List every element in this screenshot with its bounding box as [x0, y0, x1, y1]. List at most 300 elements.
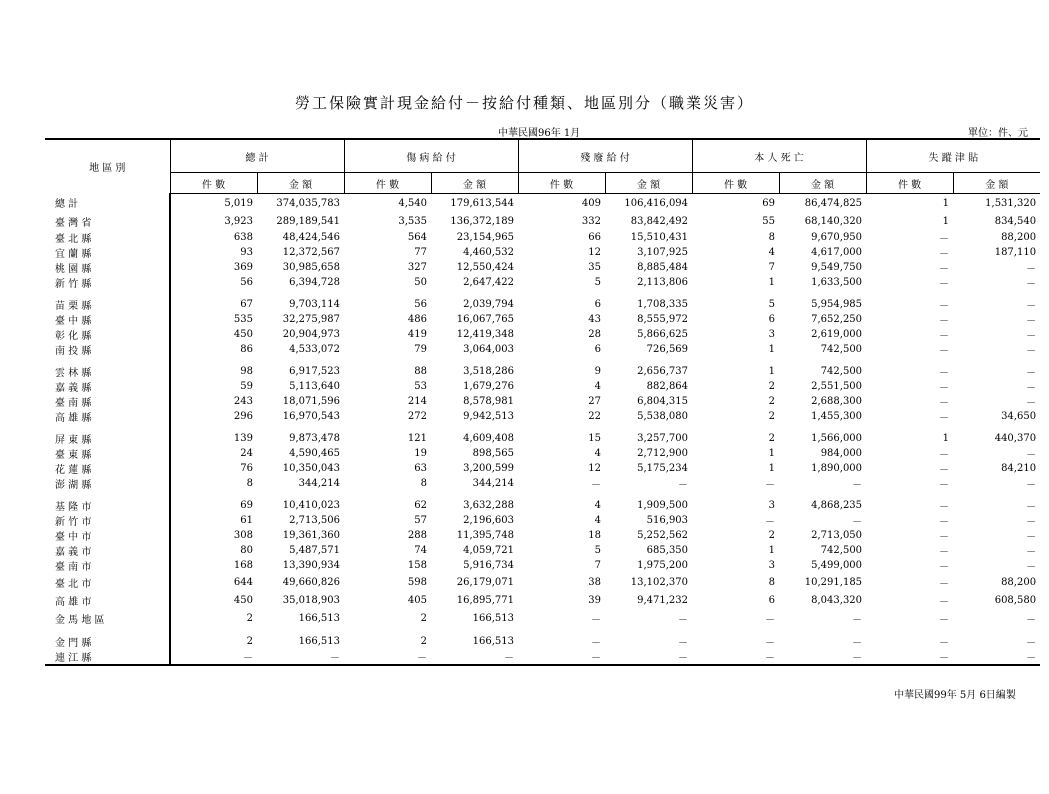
amount-cell: 48,424,546: [282, 232, 340, 243]
count-cell: 644: [233, 576, 253, 588]
amount-cell: 5,487,571: [289, 545, 340, 556]
count-cell: －: [939, 279, 950, 290]
amount-cell: 898,565: [472, 448, 515, 459]
amount-cell: －: [605, 649, 692, 665]
amount-cell: 11,395,748: [456, 530, 515, 541]
region-name: 高 雄 市: [45, 591, 170, 609]
count-cell: －: [939, 316, 950, 327]
count-cell: －: [939, 638, 950, 649]
table-row: [45, 528, 1040, 543]
count-cell: 6: [594, 344, 602, 355]
count-cell: 2: [768, 530, 776, 541]
count-cell: 419: [407, 329, 427, 340]
amount-cell: －: [1026, 450, 1037, 461]
amount-cell: －: [852, 480, 863, 491]
amount-cell: 5,538,080: [637, 411, 689, 422]
amount-cell: 5,954,985: [811, 299, 863, 310]
sub-header-count: 件 數: [866, 173, 953, 194]
amount-cell: 2,713,506: [289, 515, 340, 526]
count-cell: 77: [414, 247, 427, 258]
count-cell: 332: [581, 215, 602, 227]
region-name: 澎 湖 縣: [45, 476, 170, 491]
count-cell: －: [170, 649, 257, 665]
table-row: [45, 290, 1040, 312]
count-cell: 2: [768, 433, 776, 444]
sub-header-count: 件 數: [170, 173, 257, 194]
count-cell: 139: [233, 433, 253, 444]
amount-cell: 3,064,003: [463, 344, 515, 355]
count-cell: 2: [246, 612, 253, 624]
table-row: [45, 543, 1040, 558]
count-cell: 1: [768, 463, 776, 474]
count-cell: 598: [407, 576, 427, 588]
count-cell: 3: [768, 560, 776, 571]
count-cell: 76: [240, 463, 253, 474]
table-row: [45, 394, 1040, 409]
amount-cell: 20,904,973: [282, 329, 340, 340]
amount-cell: 10,410,023: [282, 500, 340, 511]
amount-cell: －: [1026, 316, 1037, 327]
amount-cell: 2,196,603: [463, 515, 515, 526]
count-cell: 1: [942, 197, 950, 209]
count-cell: －: [939, 450, 950, 461]
count-cell: 535: [233, 314, 253, 325]
sub-header-amount: 金 額: [779, 173, 866, 194]
amount-cell: 16,895,771: [456, 594, 515, 606]
count-cell: －: [939, 346, 950, 357]
count-cell: －: [692, 649, 779, 665]
unit-label: 單位：件、元: [968, 128, 1028, 139]
amount-cell: 12,419,348: [456, 329, 515, 340]
count-cell: 409: [581, 197, 602, 209]
amount-cell: 2,712,900: [637, 448, 689, 459]
count-cell: 168: [233, 560, 253, 571]
amount-cell: 516,903: [646, 515, 689, 526]
amount-cell: 289,189,541: [276, 215, 340, 227]
count-cell: －: [939, 532, 950, 543]
table-row: [45, 342, 1040, 357]
count-cell: －: [939, 234, 950, 245]
amount-cell: 3,632,288: [463, 500, 515, 511]
count-cell: 74: [414, 545, 427, 556]
table-row: [45, 260, 1040, 275]
count-cell: －: [939, 368, 950, 379]
count-cell: 69: [762, 197, 776, 209]
count-cell: 8: [420, 478, 427, 489]
count-cell: －: [939, 264, 950, 275]
amount-cell: －: [1026, 368, 1037, 379]
amount-cell: 8,578,981: [463, 396, 515, 407]
count-cell: 4: [594, 448, 602, 459]
amount-cell: －: [1026, 346, 1037, 357]
amount-cell: 2,551,500: [811, 381, 863, 392]
count-cell: 1: [768, 277, 776, 288]
region-name: 新 竹 市: [45, 513, 170, 528]
amount-cell: 16,067,765: [456, 314, 515, 325]
count-cell: 1: [768, 366, 776, 377]
amount-cell: 30,985,658: [282, 262, 340, 273]
count-cell: 79: [414, 344, 427, 355]
table-row: [45, 591, 1040, 609]
count-cell: 327: [407, 262, 427, 273]
table-row: [45, 327, 1040, 342]
count-cell: 3,535: [398, 215, 427, 227]
count-cell: 4,540: [398, 197, 427, 209]
table-row: [45, 609, 1040, 627]
region-name: 屏 東 縣: [45, 424, 170, 446]
amount-cell: 5,252,562: [637, 530, 689, 541]
amount-cell: 10,350,043: [282, 463, 340, 474]
table-row: [45, 461, 1040, 476]
count-cell: 2: [420, 612, 427, 624]
amount-cell: －: [1026, 532, 1037, 543]
count-cell: 243: [233, 396, 253, 407]
group-header-death: 本 人 死 亡: [692, 139, 866, 173]
amount-cell: 3,518,286: [463, 366, 515, 377]
count-cell: 43: [588, 314, 602, 325]
count-cell: 638: [233, 232, 253, 243]
region-name: 臺 南 縣: [45, 394, 170, 409]
sub-header-amount: 金 額: [605, 173, 692, 194]
count-cell: －: [939, 413, 950, 424]
amount-cell: －: [852, 517, 863, 528]
count-cell: －: [939, 465, 950, 476]
count-cell: －: [939, 249, 950, 260]
table-row: [45, 230, 1040, 245]
count-cell: 158: [407, 560, 427, 571]
amount-cell: 1,566,000: [811, 433, 863, 444]
amount-cell: －: [1026, 614, 1037, 626]
amount-cell: －: [1026, 279, 1037, 290]
amount-cell: 68,140,320: [804, 215, 863, 227]
amount-cell: －: [1026, 301, 1037, 312]
count-cell: －: [939, 562, 950, 573]
count-cell: 24: [240, 448, 253, 459]
amount-cell: 3,107,925: [637, 247, 689, 258]
report-title: 勞工保險實計現金給付－按給付種類、地區別分（職業災害）: [294, 94, 754, 112]
amount-cell: 7,652,250: [811, 314, 863, 325]
amount-cell: 2,688,300: [811, 396, 863, 407]
count-cell: 59: [240, 381, 253, 392]
count-cell: 5,019: [224, 197, 253, 209]
amount-cell: 5,866,625: [637, 329, 689, 340]
count-cell: －: [939, 398, 950, 409]
count-cell: 98: [240, 366, 253, 377]
count-cell: 80: [240, 545, 253, 556]
amount-cell: 2,619,000: [811, 329, 863, 340]
amount-cell: －: [678, 480, 689, 491]
region-name: 基 隆 市: [45, 491, 170, 513]
count-cell: 4: [594, 500, 602, 511]
amount-cell: －: [1026, 562, 1037, 573]
amount-cell: －: [1026, 517, 1037, 528]
count-cell: －: [939, 547, 950, 558]
table-row: [45, 573, 1040, 591]
amount-cell: 984,000: [820, 448, 863, 459]
count-cell: 6: [768, 594, 776, 606]
amount-cell: －: [953, 649, 1040, 665]
region-name: 臺 北 市: [45, 573, 170, 591]
count-cell: 22: [588, 411, 602, 422]
amount-cell: －: [852, 614, 863, 626]
count-cell: 1: [768, 545, 776, 556]
count-cell: 62: [414, 500, 427, 511]
count-cell: 2: [768, 411, 776, 422]
amount-cell: 1,633,500: [811, 277, 863, 288]
count-cell: 53: [414, 381, 427, 392]
sub-header-amount: 金 額: [257, 173, 344, 194]
count-cell: －: [591, 614, 602, 626]
amount-cell: 19,361,360: [282, 530, 340, 541]
amount-cell: 608,580: [994, 594, 1037, 606]
count-cell: 15: [588, 433, 602, 444]
count-cell: 61: [240, 515, 253, 526]
amount-cell: －: [1026, 264, 1037, 275]
amount-cell: 8,885,484: [637, 262, 689, 273]
region-name: 花 蓮 縣: [45, 461, 170, 476]
count-cell: 4: [594, 515, 602, 526]
count-cell: 3,923: [224, 215, 253, 227]
amount-cell: －: [1026, 331, 1037, 342]
table-row: [45, 627, 1040, 649]
amount-cell: 374,035,783: [276, 197, 340, 209]
amount-cell: 136,372,189: [450, 215, 515, 227]
amount-cell: 5,113,640: [289, 381, 340, 392]
amount-cell: －: [1026, 638, 1037, 649]
sub-header-count: 件 數: [518, 173, 605, 194]
region-name: 臺 東 縣: [45, 446, 170, 461]
count-cell: 450: [233, 594, 253, 606]
table-row: [45, 275, 1040, 290]
count-cell: 450: [233, 329, 253, 340]
count-cell: 8: [768, 576, 776, 588]
count-cell: 9: [594, 366, 602, 377]
report-period: 中華民國96年 1月: [498, 128, 581, 139]
amount-cell: 1,909,500: [637, 500, 689, 511]
count-cell: 63: [414, 463, 427, 474]
sub-header-count: 件 數: [344, 173, 431, 194]
region-name: 臺 中 縣: [45, 312, 170, 327]
amount-cell: －: [678, 638, 689, 649]
region-name: 彰 化 縣: [45, 327, 170, 342]
amount-cell: 882,864: [646, 381, 689, 392]
count-cell: 66: [588, 232, 602, 243]
amount-cell: 32,275,987: [282, 314, 340, 325]
count-cell: 35: [588, 262, 602, 273]
table-row: [45, 379, 1040, 394]
amount-cell: 166,513: [298, 636, 340, 647]
count-cell: 1: [768, 344, 776, 355]
count-cell: －: [765, 517, 776, 528]
amount-cell: 26,179,071: [456, 576, 515, 588]
table-row: [45, 476, 1040, 491]
amount-cell: 3,257,700: [637, 433, 689, 444]
count-cell: －: [591, 480, 602, 491]
region-name: 雲 林 縣: [45, 357, 170, 379]
amount-cell: 166,513: [298, 612, 340, 624]
count-cell: －: [344, 649, 431, 665]
count-cell: 2: [768, 396, 776, 407]
amount-cell: －: [257, 649, 344, 665]
region-name: 金 馬 地 區: [45, 609, 170, 627]
amount-cell: 1,890,000: [811, 463, 863, 474]
region-name: 臺 中 市: [45, 528, 170, 543]
region-name: 新 竹 縣: [45, 275, 170, 290]
table-row: [45, 649, 1040, 665]
region-header: 地 區 別: [45, 139, 170, 194]
count-cell: 1: [942, 215, 950, 227]
region-name: 總 計: [45, 194, 170, 213]
count-cell: 5: [594, 277, 602, 288]
count-cell: －: [939, 480, 950, 491]
amount-cell: 9,471,232: [637, 594, 689, 606]
group-header-total: 總 計: [170, 139, 344, 173]
sub-header-amount: 金 額: [953, 173, 1040, 194]
amount-cell: 2,113,806: [637, 277, 689, 288]
table-row: [45, 558, 1040, 573]
count-cell: －: [939, 383, 950, 394]
amount-cell: －: [1026, 547, 1037, 558]
region-name: 金 門 縣: [45, 627, 170, 649]
amount-cell: －: [1026, 502, 1037, 513]
table-row: [45, 513, 1040, 528]
count-cell: 214: [407, 396, 427, 407]
count-cell: 69: [240, 500, 253, 511]
count-cell: －: [939, 614, 950, 626]
amount-cell: 13,390,934: [282, 560, 340, 571]
group-header-injury: 傷 病 給 付: [344, 139, 518, 173]
count-cell: 308: [233, 530, 253, 541]
count-cell: －: [939, 331, 950, 342]
amount-cell: －: [678, 614, 689, 626]
amount-cell: 9,549,750: [811, 262, 863, 273]
count-cell: 7: [768, 262, 776, 273]
count-cell: 27: [588, 396, 602, 407]
count-cell: －: [866, 649, 953, 665]
count-cell: 67: [240, 299, 253, 310]
table-body: [45, 194, 1040, 666]
count-cell: 28: [588, 329, 602, 340]
amount-cell: －: [1026, 383, 1037, 394]
amount-cell: －: [1026, 480, 1037, 491]
amount-cell: －: [1026, 398, 1037, 409]
count-cell: 121: [407, 433, 427, 444]
region-name: 臺 北 縣: [45, 230, 170, 245]
count-cell: 39: [588, 594, 602, 606]
count-cell: －: [939, 596, 950, 608]
count-cell: －: [765, 638, 776, 649]
count-cell: 12: [588, 247, 602, 258]
table-row: [45, 312, 1040, 327]
region-name: 南 投 縣: [45, 342, 170, 357]
amount-cell: 10,291,185: [804, 576, 863, 588]
amount-cell: 12,550,424: [456, 262, 515, 273]
region-name: 連 江 縣: [45, 649, 170, 665]
count-cell: 2: [420, 636, 427, 647]
sub-header-count: 件 數: [692, 173, 779, 194]
count-cell: 55: [762, 215, 776, 227]
amount-cell: 742,500: [820, 344, 863, 355]
count-cell: －: [939, 502, 950, 513]
amount-cell: 2,656,737: [637, 366, 689, 377]
amount-cell: 2,039,794: [463, 299, 515, 310]
region-name: 嘉 義 市: [45, 543, 170, 558]
amount-cell: 187,110: [994, 247, 1037, 258]
amount-cell: 83,842,492: [630, 215, 689, 227]
amount-cell: 166,513: [472, 636, 515, 647]
compiled-date: 中華民國99年 5月 6日編製: [894, 690, 1016, 701]
count-cell: 93: [240, 247, 253, 258]
count-cell: 18: [588, 530, 602, 541]
table-header: [45, 139, 1040, 194]
count-cell: －: [591, 638, 602, 649]
amount-cell: 84,210: [1001, 463, 1037, 474]
table-row: [45, 245, 1040, 260]
amount-cell: 18,071,596: [282, 396, 340, 407]
amount-cell: 4,609,408: [463, 433, 515, 444]
table-row: [45, 446, 1040, 461]
amount-cell: 15,510,431: [630, 232, 689, 243]
count-cell: 56: [414, 299, 427, 310]
count-cell: －: [765, 614, 776, 626]
amount-cell: 6,917,523: [289, 366, 340, 377]
amount-cell: 1,531,320: [985, 197, 1037, 209]
count-cell: 4: [768, 247, 776, 258]
count-cell: 486: [407, 314, 427, 325]
amount-cell: 35,018,903: [282, 594, 340, 606]
amount-cell: 23,154,965: [456, 232, 515, 243]
region-name: 臺 南 市: [45, 558, 170, 573]
amount-cell: 1,708,335: [637, 299, 689, 310]
amount-cell: 12,372,567: [282, 247, 340, 258]
statistics-table: [45, 138, 1040, 666]
count-cell: 5: [594, 545, 602, 556]
count-cell: 369: [233, 262, 253, 273]
amount-cell: 3,200,599: [463, 463, 515, 474]
amount-cell: －: [431, 649, 518, 665]
count-cell: 56: [240, 277, 253, 288]
amount-cell: 8,043,320: [811, 594, 863, 606]
count-cell: 5: [768, 299, 776, 310]
count-cell: 3: [768, 500, 776, 511]
region-name: 桃 園 縣: [45, 260, 170, 275]
count-cell: 86: [240, 344, 253, 355]
count-cell: 19: [414, 448, 427, 459]
count-cell: 6: [594, 299, 602, 310]
count-cell: 8: [768, 232, 776, 243]
amount-cell: 4,059,721: [463, 545, 515, 556]
amount-cell: 5,916,734: [463, 560, 515, 571]
count-cell: 4: [594, 381, 602, 392]
table-row: [45, 194, 1040, 213]
count-cell: 6: [768, 314, 776, 325]
count-cell: 2: [768, 381, 776, 392]
amount-cell: 742,500: [820, 545, 863, 556]
region-name: 宜 蘭 縣: [45, 245, 170, 260]
amount-cell: 2,713,050: [811, 530, 863, 541]
count-cell: 7: [594, 560, 602, 571]
amount-cell: 179,613,544: [450, 197, 515, 209]
table-row: [45, 424, 1040, 446]
amount-cell: 9,942,513: [463, 411, 515, 422]
amount-cell: 344,214: [298, 478, 340, 489]
amount-cell: 4,533,072: [289, 344, 340, 355]
amount-cell: 16,970,543: [282, 411, 340, 422]
count-cell: 272: [407, 411, 427, 422]
amount-cell: －: [852, 638, 863, 649]
count-cell: 564: [407, 232, 427, 243]
amount-cell: 440,370: [994, 433, 1037, 444]
